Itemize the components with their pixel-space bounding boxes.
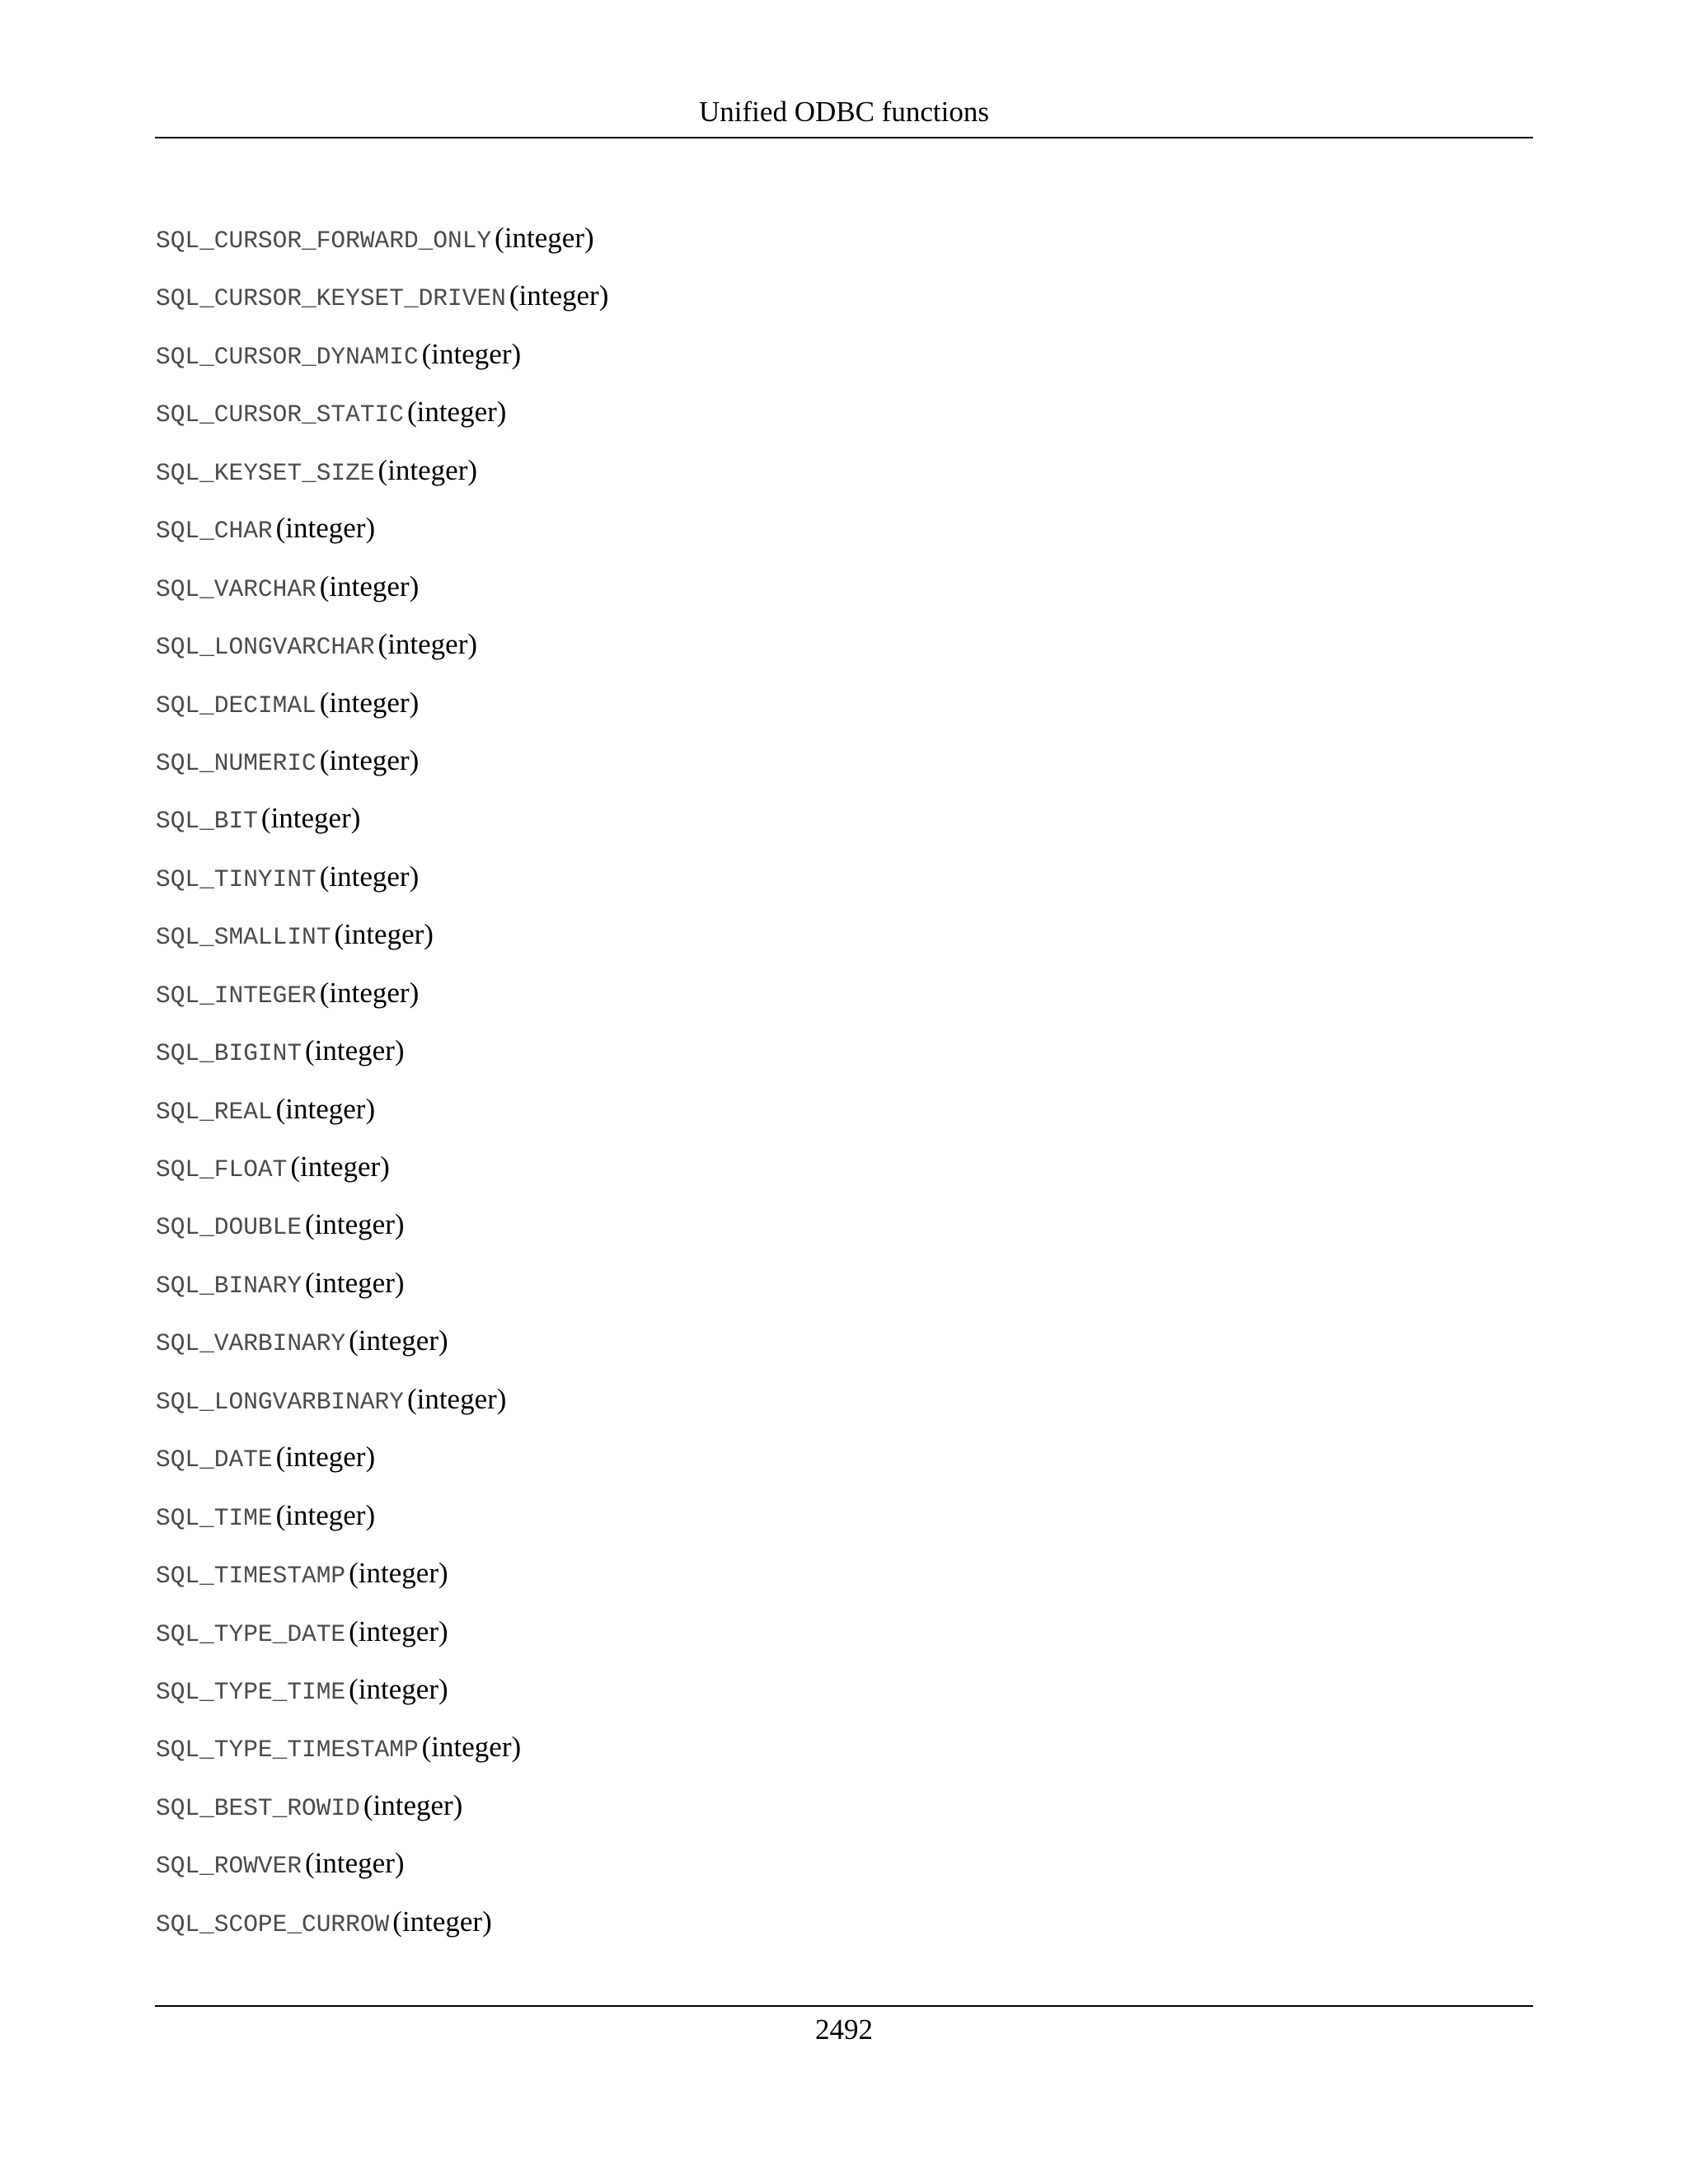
constant-item xyxy=(156,569,608,626)
constant-item xyxy=(156,975,608,1033)
constant-name: SQL_INTEGER xyxy=(156,981,316,1010)
constant-type: (integer) xyxy=(509,279,609,312)
constant-item xyxy=(156,1671,608,1729)
constant-item xyxy=(156,336,608,394)
constant-item xyxy=(156,510,608,568)
constant-name: SQL_CURSOR_FORWARD_ONLY xyxy=(156,227,492,255)
constant-name: SQL_CURSOR_STATIC xyxy=(156,401,404,429)
constant-item xyxy=(156,1091,608,1149)
page-footer xyxy=(155,2005,1533,2046)
constant-type: (integer) xyxy=(406,396,507,429)
constant-name: SQL_DATE xyxy=(156,1446,273,1474)
constant-item xyxy=(156,1149,608,1207)
constant-type: (integer) xyxy=(305,1847,405,1880)
constant-name: SQL_TIMESTAMP xyxy=(156,1562,346,1591)
constant-name: SQL_FLOAT xyxy=(156,1155,288,1183)
constant-type: (integer) xyxy=(319,743,420,776)
constant-name: SQL_BIT xyxy=(156,807,258,836)
constant-item xyxy=(156,1729,608,1787)
constant-item xyxy=(156,1555,608,1613)
constant-type: (integer) xyxy=(495,222,594,254)
constant-item xyxy=(156,626,608,684)
constant-item xyxy=(156,800,608,858)
constant-item xyxy=(156,916,608,974)
constant-type: (integer) xyxy=(349,1672,448,1705)
constant-name: SQL_NUMERIC xyxy=(156,748,316,777)
constant-type: (integer) xyxy=(275,1092,376,1125)
constant-item xyxy=(156,1033,608,1090)
constant-item xyxy=(156,1904,608,1961)
page-number: 2492 xyxy=(815,2013,873,2046)
constant-type: (integer) xyxy=(377,453,478,486)
constant-type: (integer) xyxy=(349,1615,448,1647)
constant-type: (integer) xyxy=(421,337,522,370)
constant-item xyxy=(156,685,608,743)
constant-type: (integer) xyxy=(319,976,420,1009)
constant-list xyxy=(156,220,608,1961)
constant-type: (integer) xyxy=(349,1557,448,1590)
constant-name: SQL_CURSOR_KEYSET_DRIVEN xyxy=(156,284,506,313)
constant-item xyxy=(156,1265,608,1323)
constant-type: (integer) xyxy=(305,1208,405,1241)
constant-type: (integer) xyxy=(260,802,361,835)
constant-type: (integer) xyxy=(406,1382,507,1415)
constant-type: (integer) xyxy=(421,1731,522,1764)
constant-type: (integer) xyxy=(275,1441,376,1474)
constant-type: (integer) xyxy=(290,1151,390,1183)
constant-name: SQL_VARBINARY xyxy=(156,1329,346,1358)
constant-type: (integer) xyxy=(363,1788,463,1821)
constant-item xyxy=(156,452,608,510)
constant-item xyxy=(156,1614,608,1671)
constant-type: (integer) xyxy=(319,686,420,719)
constant-name: SQL_LONGVARBINARY xyxy=(156,1387,404,1416)
constant-name: SQL_BEST_ROWID xyxy=(156,1793,360,1822)
constant-name: SQL_SCOPE_CURROW xyxy=(156,1910,390,1938)
constant-name: SQL_TYPE_TIME xyxy=(156,1677,346,1706)
constant-item xyxy=(156,278,608,335)
constant-name: SQL_LONGVARCHAR xyxy=(156,633,375,662)
constant-type: (integer) xyxy=(349,1324,448,1357)
constant-type: (integer) xyxy=(334,918,434,951)
constant-item xyxy=(156,1497,608,1555)
constant-name: SQL_REAL xyxy=(156,1097,273,1126)
constant-name: SQL_ROWVER xyxy=(156,1852,302,1881)
constant-item xyxy=(156,743,608,800)
constant-name: SQL_DOUBLE xyxy=(156,1213,302,1242)
constant-item xyxy=(156,1439,608,1497)
constant-item xyxy=(156,220,608,278)
constant-type: (integer) xyxy=(275,1498,376,1531)
constant-name: SQL_BIGINT xyxy=(156,1039,302,1068)
constant-type: (integer) xyxy=(305,1266,405,1299)
constant-item xyxy=(156,1323,608,1380)
constant-item xyxy=(156,1845,608,1903)
constant-item xyxy=(156,1207,608,1264)
constant-name: SQL_TYPE_TIMESTAMP xyxy=(156,1736,419,1765)
constant-type: (integer) xyxy=(319,860,420,893)
constant-type: (integer) xyxy=(275,512,376,545)
constant-name: SQL_CURSOR_DYNAMIC xyxy=(156,342,419,371)
constant-type: (integer) xyxy=(392,1905,492,1938)
constant-name: SQL_SMALLINT xyxy=(156,923,331,952)
constant-name: SQL_BINARY xyxy=(156,1271,302,1300)
constant-item xyxy=(156,1788,608,1845)
constant-name: SQL_KEYSET_SIZE xyxy=(156,458,375,487)
constant-name: SQL_DECIMAL xyxy=(156,691,316,719)
constant-type: (integer) xyxy=(319,569,420,602)
constant-item xyxy=(156,1381,608,1439)
constant-item xyxy=(156,859,608,916)
constant-name: SQL_TYPE_DATE xyxy=(156,1619,346,1648)
page-header xyxy=(155,92,1533,138)
constant-type: (integer) xyxy=(377,628,478,661)
constant-type: (integer) xyxy=(305,1034,405,1067)
constant-item xyxy=(156,394,608,452)
page-title: Unified ODBC functions xyxy=(699,96,989,128)
constant-name: SQL_TIME xyxy=(156,1503,273,1532)
constant-name: SQL_VARCHAR xyxy=(156,574,316,603)
constant-name: SQL_CHAR xyxy=(156,517,273,546)
constant-name: SQL_TINYINT xyxy=(156,865,316,893)
